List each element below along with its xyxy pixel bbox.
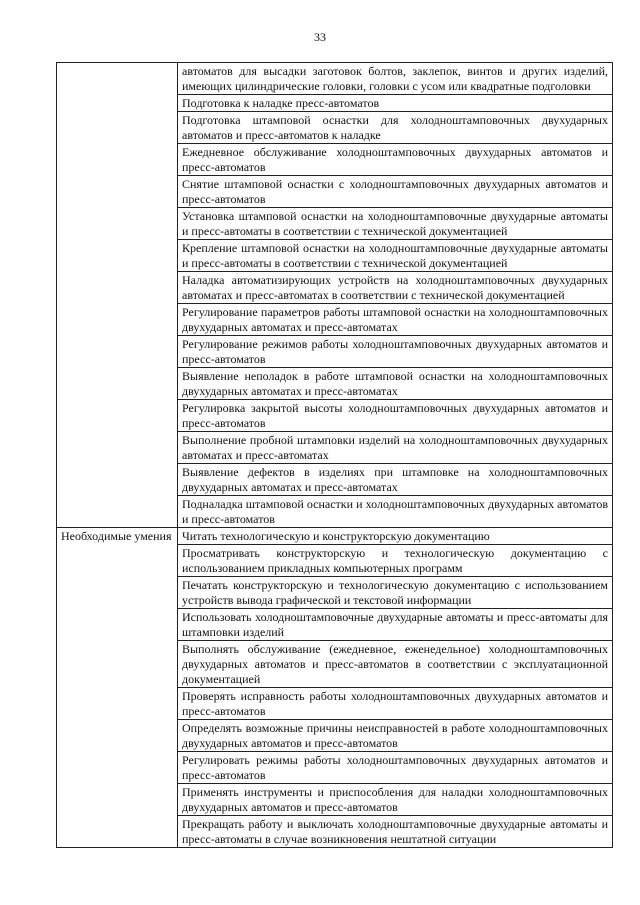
section-label: Необходимые умения — [57, 528, 178, 545]
table-row — [57, 95, 613, 112]
table-row — [57, 688, 613, 720]
table-row — [57, 496, 613, 528]
section-label — [57, 63, 178, 95]
table-row — [57, 63, 613, 95]
section-label-continuation — [57, 336, 178, 368]
section-label-continuation — [57, 784, 178, 816]
requirement-item: автоматов для высадки заготовок болтов, заклепок, винтов и других изделий, имеющих цилиндрические головки, головки с усом или квадратные подголовки — [178, 63, 613, 95]
section-label-continuation — [57, 95, 178, 112]
table-row — [57, 432, 613, 464]
requirement-item: Крепление штамповой оснастки на холодноштамповочные двухударные автоматы и пресс-автоматы в соответствии с технической документацией — [178, 240, 613, 272]
table-row — [57, 176, 613, 208]
section-label-continuation — [57, 240, 178, 272]
section-label-continuation — [57, 272, 178, 304]
requirement-item: Прекращать работу и выключать холодноштамповочные двухударные автоматы и пресс-автоматы в случае возникновения нештатной ситуации — [178, 816, 613, 848]
section-label-continuation — [57, 400, 178, 432]
section-label-continuation — [57, 368, 178, 400]
table-row — [57, 752, 613, 784]
table-row — [57, 816, 613, 848]
section-label-continuation — [57, 144, 178, 176]
requirement-item: Установка штамповой оснастки на холодноштамповочные двухударные автоматы и пресс-автоматы в соответствии с технической документацией — [178, 208, 613, 240]
section-label-continuation — [57, 752, 178, 784]
table-row — [57, 545, 613, 577]
table-row — [57, 208, 613, 240]
table-row — [57, 528, 613, 545]
section-label-continuation — [57, 176, 178, 208]
requirement-item: Регулирование параметров работы штамповой оснастки на холодноштамповочных двухударных автоматах и пресс-автоматах — [178, 304, 613, 336]
requirement-item: Проверять исправность работы холодноштамповочных двухударных автоматов и пресс-автоматов — [178, 688, 613, 720]
table-row — [57, 368, 613, 400]
section-label-continuation — [57, 432, 178, 464]
section-label-continuation — [57, 496, 178, 528]
requirement-item: Выполнение пробной штамповки изделий на холодноштамповочных двухударных автоматах и пресс-автоматах — [178, 432, 613, 464]
requirement-item: Подготовка штамповой оснастки для холодноштамповочных двухударных автоматов и пресс-автоматов к наладке — [178, 112, 613, 144]
section-label-continuation — [57, 720, 178, 752]
requirement-item: Определять возможные причины неисправностей в работе холодноштамповочных двухударных автоматов и пресс-автоматов — [178, 720, 613, 752]
requirement-item: Печатать конструкторскую и технологическую документацию с использованием устройств вывода графической и текстовой информации — [178, 577, 613, 609]
requirement-item: Наладка автоматизирующих устройств на холодноштамповочных двухударных автоматах и пресс-автоматах в соответствии с технической документацией — [178, 272, 613, 304]
requirement-item: Снятие штамповой оснастки с холодноштамповочных двухударных автоматов и пресс-автоматов — [178, 176, 613, 208]
section-label-continuation — [57, 112, 178, 144]
requirement-item: Подналадка штамповой оснастки и холодноштамповочных двухударных автоматов и пресс-автоматов — [178, 496, 613, 528]
requirement-item: Выполнять обслуживание (ежедневное, еженедельное) холодноштамповочных двухударных автоматов и пресс-автоматов в соответствии с эксплуатационной документацией — [178, 641, 613, 688]
requirement-item: Регулирование режимов работы холодноштамповочных двухударных автоматов и пресс-автоматов — [178, 336, 613, 368]
requirement-item: Использовать холодноштамповочные двухударные автоматы и пресс-автоматы для штамповки изделий — [178, 609, 613, 641]
requirement-item: Регулировка закрытой высоты холодноштамповочных двухударных автоматов и пресс-автоматов — [178, 400, 613, 432]
section-label-continuation — [57, 816, 178, 848]
section-label-continuation — [57, 208, 178, 240]
table-row — [57, 400, 613, 432]
table-row — [57, 304, 613, 336]
table-row — [57, 272, 613, 304]
section-label-continuation — [57, 577, 178, 609]
requirements-table-body — [57, 63, 613, 848]
table-row — [57, 609, 613, 641]
requirement-item: Читать технологическую и конструкторскую документацию — [178, 528, 613, 545]
requirement-item: Ежедневное обслуживание холодноштамповочных двухударных автоматов и пресс-автоматов — [178, 144, 613, 176]
table-row — [57, 336, 613, 368]
requirement-item: Выявление неполадок в работе штамповой оснастки на холодноштамповочных двухударных автоматах и пресс-автоматах — [178, 368, 613, 400]
table-row — [57, 720, 613, 752]
requirement-item: Регулировать режимы работы холодноштамповочных двухударных автоматов и пресс-автоматов — [178, 752, 613, 784]
requirement-item: Выявление дефектов в изделиях при штамповке на холодноштамповочных двухударных автоматах и пресс-автоматах — [178, 464, 613, 496]
table-row — [57, 464, 613, 496]
table-row — [57, 784, 613, 816]
requirement-item: Применять инструменты и приспособления для наладки холодноштамповочных двухударных автоматов и пресс-автоматов — [178, 784, 613, 816]
section-label-continuation — [57, 688, 178, 720]
table-row — [57, 577, 613, 609]
requirement-item: Просматривать конструкторскую и технологическую документацию с использованием прикладных компьютерных программ — [178, 545, 613, 577]
page-number: 33 — [314, 30, 326, 44]
section-label-continuation — [57, 641, 178, 688]
section-label-continuation — [57, 464, 178, 496]
table-row — [57, 240, 613, 272]
section-label-continuation — [57, 304, 178, 336]
requirement-item: Подготовка к наладке пресс-автоматов — [178, 95, 613, 112]
requirements-table — [56, 62, 613, 848]
table-row — [57, 112, 613, 144]
table-row — [57, 144, 613, 176]
section-label-continuation — [57, 545, 178, 577]
table-row — [57, 641, 613, 688]
section-label-continuation — [57, 609, 178, 641]
